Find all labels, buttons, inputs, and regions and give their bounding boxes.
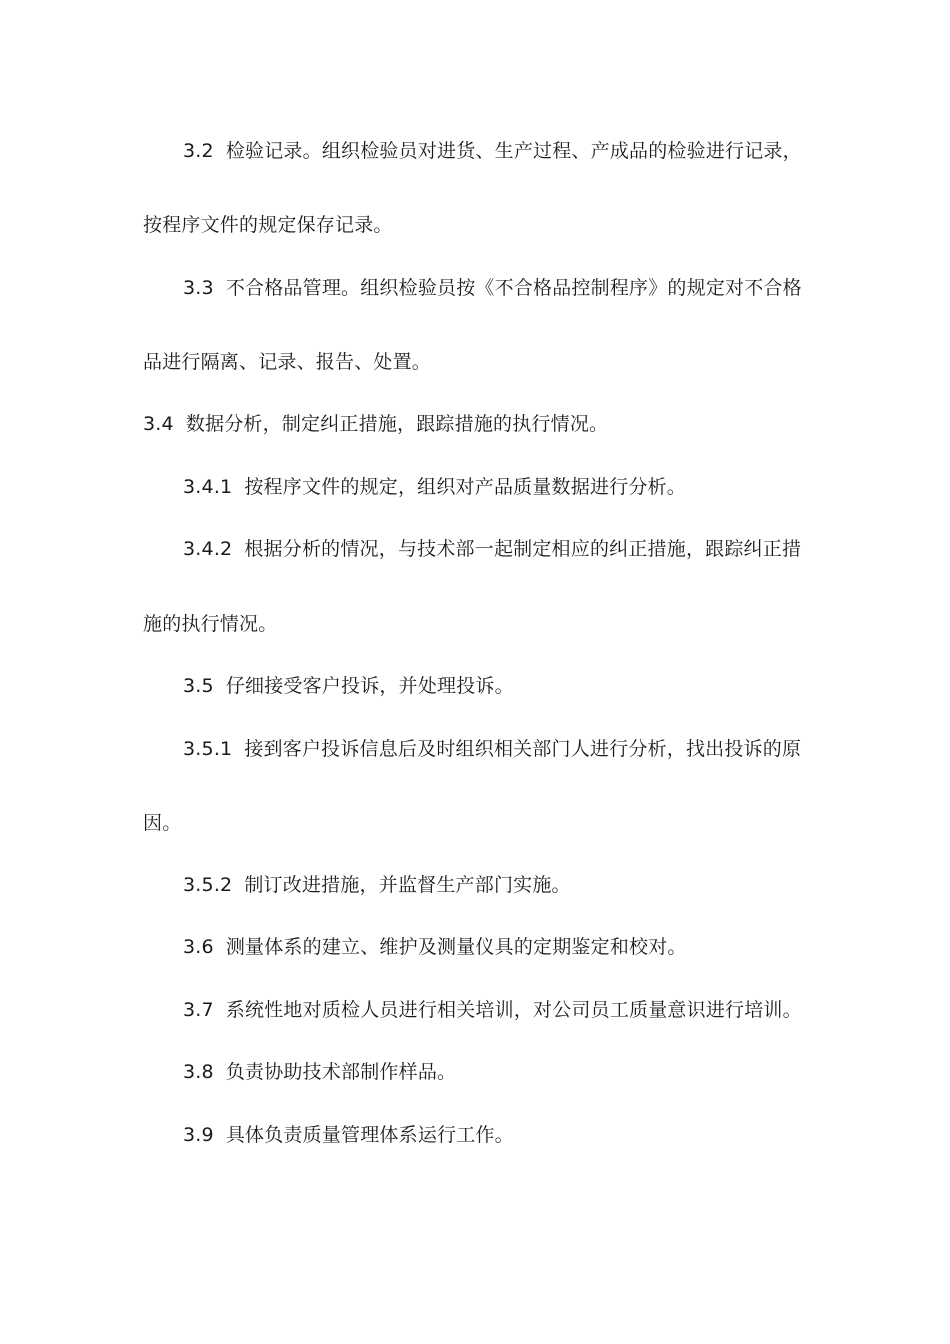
section-number: 3.7 <box>183 999 214 1021</box>
paragraph-first-line <box>183 475 686 499</box>
paragraph-first-line <box>183 935 687 959</box>
section-number: 3.4 <box>143 413 174 435</box>
section-number: 3.2 <box>183 140 214 162</box>
paragraph-text: 检验记录。组织检验员对进货、生产过程、产成品的检验进行记录， <box>225 140 802 162</box>
section-number: 3.6 <box>183 936 214 958</box>
section-number: 3.3 <box>183 277 214 299</box>
paragraph-first-line <box>183 537 801 561</box>
paragraph-text: 系统性地对质检人员进行相关培训，对公司员工质量意识进行培训。 <box>225 999 802 1021</box>
section-number: 3.5.2 <box>183 874 233 896</box>
section-number: 3.5 <box>183 675 214 697</box>
paragraph-first-line <box>183 873 571 897</box>
paragraph-first-line <box>183 1060 456 1084</box>
paragraph-first-line <box>183 276 802 300</box>
paragraph-text: 根据分析的情况，与技术部一起制定相应的纠正措施，跟踪纠正措 <box>244 538 802 560</box>
paragraph-continuation: 因。 <box>143 812 182 834</box>
paragraph-text: 负责协助技术部制作样品。 <box>225 1061 457 1083</box>
paragraph-first-line <box>183 737 801 761</box>
paragraph-text: 仔细接受客户投诉，并处理投诉。 <box>225 675 514 697</box>
paragraph-text: 制订改进措施，并监督生产部门实施。 <box>244 874 571 896</box>
section-number: 3.4.2 <box>183 538 233 560</box>
paragraph-text: 测量体系的建立、维护及测量仪具的定期鉴定和校对。 <box>225 936 687 958</box>
paragraph-continuation: 施的执行情况。 <box>143 613 278 635</box>
section-number: 3.5.1 <box>183 738 233 760</box>
paragraph-text: 数据分析，制定纠正措施，跟踪措施的执行情况。 <box>185 413 609 435</box>
paragraph-text: 接到客户投诉信息后及时组织相关部门人进行分析，找出投诉的原 <box>244 738 802 760</box>
paragraph-text: 具体负责质量管理体系运行工作。 <box>225 1124 514 1146</box>
section-number: 3.9 <box>183 1124 214 1146</box>
section-number: 3.8 <box>183 1061 214 1083</box>
paragraph-first-line <box>183 674 514 698</box>
paragraph-continuation: 品进行隔离、记录、报告、处置。 <box>143 351 432 373</box>
paragraph-first-line <box>143 412 608 436</box>
paragraph-continuation: 按程序文件的规定保存记录。 <box>143 214 393 236</box>
paragraph-first-line <box>183 1123 514 1147</box>
paragraph-first-line <box>183 139 802 163</box>
section-number: 3.4.1 <box>183 476 233 498</box>
paragraph-first-line <box>183 998 802 1022</box>
paragraph-text: 不合格品管理。组织检验员按《不合格品控制程序》的规定对不合格 <box>225 277 802 299</box>
paragraph-text: 按程序文件的规定，组织对产品质量数据进行分析。 <box>244 476 686 498</box>
